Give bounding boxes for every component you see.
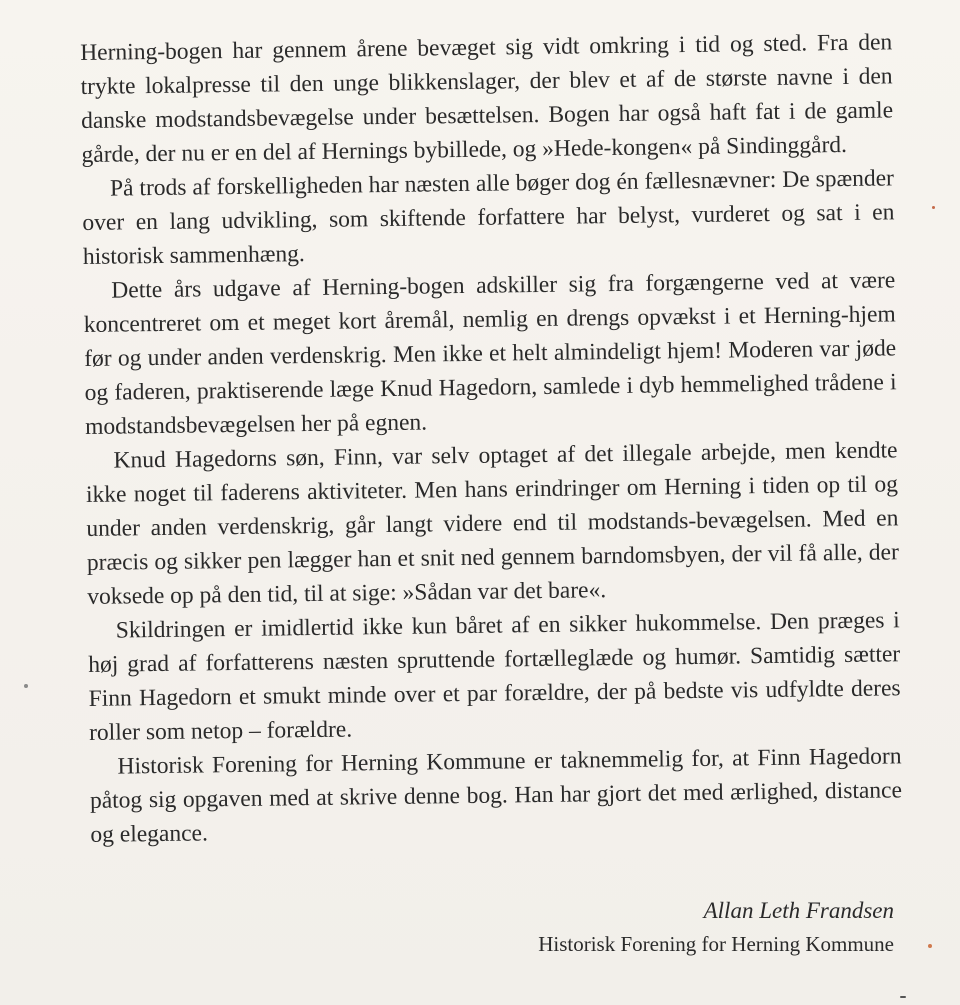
paper-speck bbox=[900, 996, 906, 998]
paper-speck bbox=[928, 944, 932, 948]
paper-speck bbox=[24, 684, 28, 688]
signature-block bbox=[538, 894, 894, 960]
paragraph-6: Historisk Forening for Herning Kommune er taknemmelig for, at Finn Hagedorn påtog sig opgaven med at skrive denne bog. Han har gjort det med ærlighed, distance og elegance. bbox=[89, 743, 903, 848]
paragraph-4: Knud Hagedorns søn, Finn, var selv optaget af det illegale arbejde, men kendte ikke noget til faderens aktiviteter. Men hans erindringer om Herning i tiden op til og under anden verdenskrig, går langt videre end til modstands-bevægelsen. Med en præcis og sikker pen lægger han et snit ned gennem barndomsbyen, der vil få alle, der voksede op på den tid, til at sige: »Sådan var det bare«. bbox=[85, 437, 899, 610]
paper-speck bbox=[932, 206, 935, 209]
paragraph-5: Skildringen er imidlertid ikke kun båret af en sikker hukommelse. Den præges i høj grad af forfatterens næsten spruttende fortælleglæde og humør. Samtidig sætter Finn Hagedorn et smukt minde over et par forældre, der på bedste vis udfyldte deres roller som netop – forældre. bbox=[88, 607, 901, 746]
paragraph-3: Dette års udgave af Herning-bogen adskiller sig fra forgængerne ved at være koncentreret om et meget kort åremål, nemlig en drengs opvækst i et Herning-hjem før og under anden verdenskrig. Men ikke et helt almindeligt hjem! Moderen var jøde og faderen, praktiserende læge Knud Hagedorn, samlede i dyb hemmelighed trådene i modstandsbevægelsen her på egnen. bbox=[83, 267, 897, 440]
paragraph-2: På trods af forskelligheden har næsten alle bøger dog én fællesnævner: De spænder over en lang udvikling, som skiftende forfattere har belyst, vurderet og sat i en historisk sammenhæng. bbox=[82, 165, 895, 270]
paragraph-1: Herning-bogen har gennem årene bevæget sig vidt omkring i tid og sted. Fra den trykte lokalpresse til den unge blikkenslager, der blev et af de største navne i den danske modstandsbevægelse under besættelsen. Bogen har også haft fat i de gamle gårde, der nu er en del af Hernings bybillede, og »Hede-kongen« på Sindinggård. bbox=[80, 29, 894, 168]
preface-text bbox=[80, 25, 903, 852]
author-name: Allan Leth Frandsen bbox=[703, 898, 894, 923]
author-organization: Historisk Forening for Herning Kommune bbox=[538, 932, 894, 956]
